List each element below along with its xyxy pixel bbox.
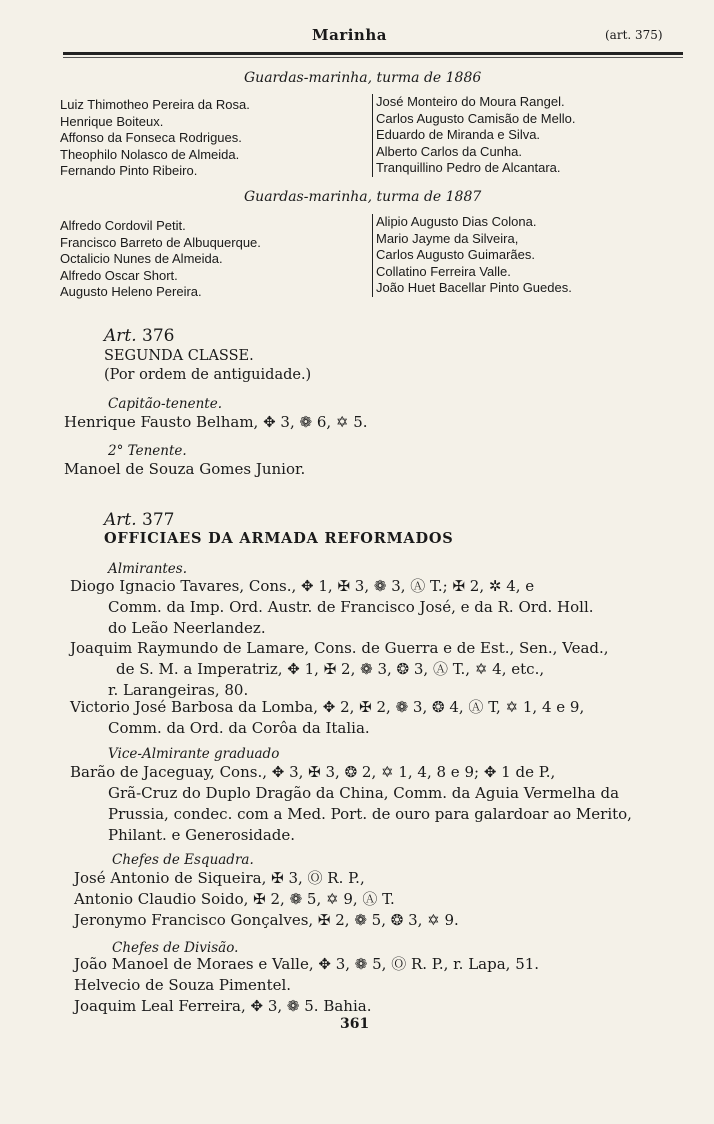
list-item: Fernando Pinto Ribeiro.: [60, 163, 198, 178]
art-number: 376: [142, 326, 175, 346]
turma-1886-heading: Guardas-marinha, turma de 1886: [244, 70, 482, 86]
turma-1886-right-column: [372, 94, 575, 177]
list-item: Eduardo de Miranda e Silva.: [376, 127, 541, 142]
chefes-esquadra-heading: Chefes de Esquadra.: [112, 852, 254, 868]
entry-line: Victorio José Barbosa da Lomba, ✥ 2, ✠ 2, ❁ 3, ❂ 4, Ⓐ T, ✡ 1, 4 e 9,: [70, 698, 585, 716]
article-reference: (art. 375): [605, 28, 663, 42]
list-item: Joaquim Leal Ferreira, ✥ 3, ❁ 5. Bahia.: [74, 997, 372, 1015]
list-item: Luiz Thimotheo Pereira da Rosa.: [60, 97, 250, 112]
list-item: Jeronymo Francisco Gonçalves, ✠ 2, ❁ 5, ❂ 3, ✡ 9.: [74, 911, 459, 929]
list-item: João Huet Bacellar Pinto Guedes.: [376, 280, 572, 295]
art-377-title: OFFICIAES DA ARMADA REFORMADOS: [104, 530, 454, 547]
entry-line: Comm. da Imp. Ord. Austr. de Francisco José, e da R. Ord. Holl.: [108, 598, 594, 616]
vice-almirante-heading: Vice-Almirante graduado: [108, 746, 280, 762]
page-number: 361: [340, 1016, 370, 1032]
art-number: 377: [142, 510, 175, 530]
list-item: Octalicio Nunes de Almeida.: [60, 251, 223, 266]
chefes-divisao-list: [74, 954, 539, 1017]
list-item: Collatino Ferreira Valle.: [376, 263, 511, 279]
tenente-heading: 2° Tenente.: [108, 443, 187, 459]
art-label: Art.: [104, 326, 137, 346]
art-376-heading: [104, 326, 175, 346]
list-item: Henrique Boiteux.: [60, 113, 164, 129]
section-title: Marinha: [312, 26, 387, 44]
almirante-entry: [70, 697, 584, 739]
list-item: João Manoel de Moraes e Valle, ✥ 3, ❁ 5, Ⓞ R. P., r. Lapa, 51.: [74, 955, 540, 973]
list-item: Antonio Claudio Soido, ✠ 2, ❁ 5, ✡ 9, Ⓐ T.: [74, 890, 395, 908]
capitao-heading: Capitão-tenente.: [108, 396, 222, 412]
entry-line: Prussia, condec. com a Med. Port. de ouro para galardoar ao Merito,: [108, 805, 632, 823]
entry-line: Barão de Jaceguay, Cons., ✥ 3, ✠ 3, ❂ 2, ✡ 1, 4, 8 e 9; ✥ 1 de P.,: [70, 763, 556, 781]
list-item: Carlos Augusto Guimarães.: [376, 247, 535, 262]
entry-line: Grã-Cruz do Duplo Dragão da China, Comm. da Aguia Vermelha da: [108, 784, 620, 802]
art-377-heading: [104, 510, 175, 530]
list-item: Theophilo Nolasco de Almeida.: [60, 146, 240, 162]
vice-almirante-entry: [70, 762, 632, 846]
entry-line: de S. M. a Imperatriz, ✥ 1, ✠ 2, ❁ 3, ❂ 3, Ⓐ T., ✡ 4, etc.,: [116, 660, 545, 678]
list-item: Tranquillino Pedro de Alcantara.: [376, 160, 561, 175]
turma-1887-heading: Guardas-marinha, turma de 1887: [244, 189, 482, 205]
art-label: Art.: [104, 510, 137, 530]
entry-line: Diogo Ignacio Tavares, Cons., ✥ 1, ✠ 3, ❁ 3, Ⓐ T.; ✠ 2, ✲ 4, e: [70, 577, 535, 595]
list-item: Alberto Carlos da Cunha.: [376, 143, 522, 159]
list-item: Alfredo Cordovil Petit.: [60, 218, 186, 233]
list-item: Alfredo Oscar Short.: [60, 267, 178, 283]
list-item: José Monteiro do Moura Rangel.: [376, 94, 565, 109]
chefes-esquadra-list: [74, 868, 459, 931]
entry-line: Comm. da Ord. da Corôa da Italia.: [108, 719, 370, 737]
turma-1887-right-column: [372, 214, 572, 297]
list-item: Augusto Heleno Pereira.: [60, 284, 202, 299]
capitao-entry: Henrique Fausto Belham, ✥ 3, ❁ 6, ✡ 5.: [64, 413, 368, 431]
header-rule-thin: [63, 57, 683, 58]
header-rule: [63, 52, 683, 55]
entry-line: Philant. e Generosidade.: [108, 826, 296, 844]
turma-1886-left-column: [60, 97, 250, 180]
list-item: José Antonio de Siqueira, ✠ 3, Ⓞ R. P.,: [74, 869, 365, 887]
list-item: Mario Jayme da Silveira,: [376, 230, 519, 246]
list-item: Carlos Augusto Camisão de Mello.: [376, 110, 576, 126]
entry-line: Joaquim Raymundo de Lamare, Cons. de Guerra e de Est., Sen., Vead.,: [70, 639, 609, 657]
turma-1887-left-column: [60, 218, 261, 301]
entry-line: do Leão Neerlandez.: [108, 619, 266, 637]
almirante-entry: [70, 638, 609, 701]
almirante-entry: [70, 576, 594, 639]
list-item: Francisco Barreto de Albuquerque.: [60, 234, 261, 250]
list-item: Alipio Augusto Dias Colona.: [376, 214, 537, 229]
class-title: SEGUNDA CLASSE.: [104, 348, 254, 364]
entry-line: r. Larangeiras, 80.: [108, 681, 249, 699]
almirantes-heading: Almirantes.: [108, 561, 188, 577]
chefes-divisao-heading: Chefes de Divisão.: [112, 940, 239, 956]
list-item: Affonso da Fonseca Rodrigues.: [60, 130, 242, 145]
tenente-entry: Manoel de Souza Gomes Junior.: [64, 460, 306, 478]
order-note: (Por ordem de antiguidade.): [104, 367, 312, 383]
list-item: Helvecio de Souza Pimentel.: [74, 976, 292, 994]
